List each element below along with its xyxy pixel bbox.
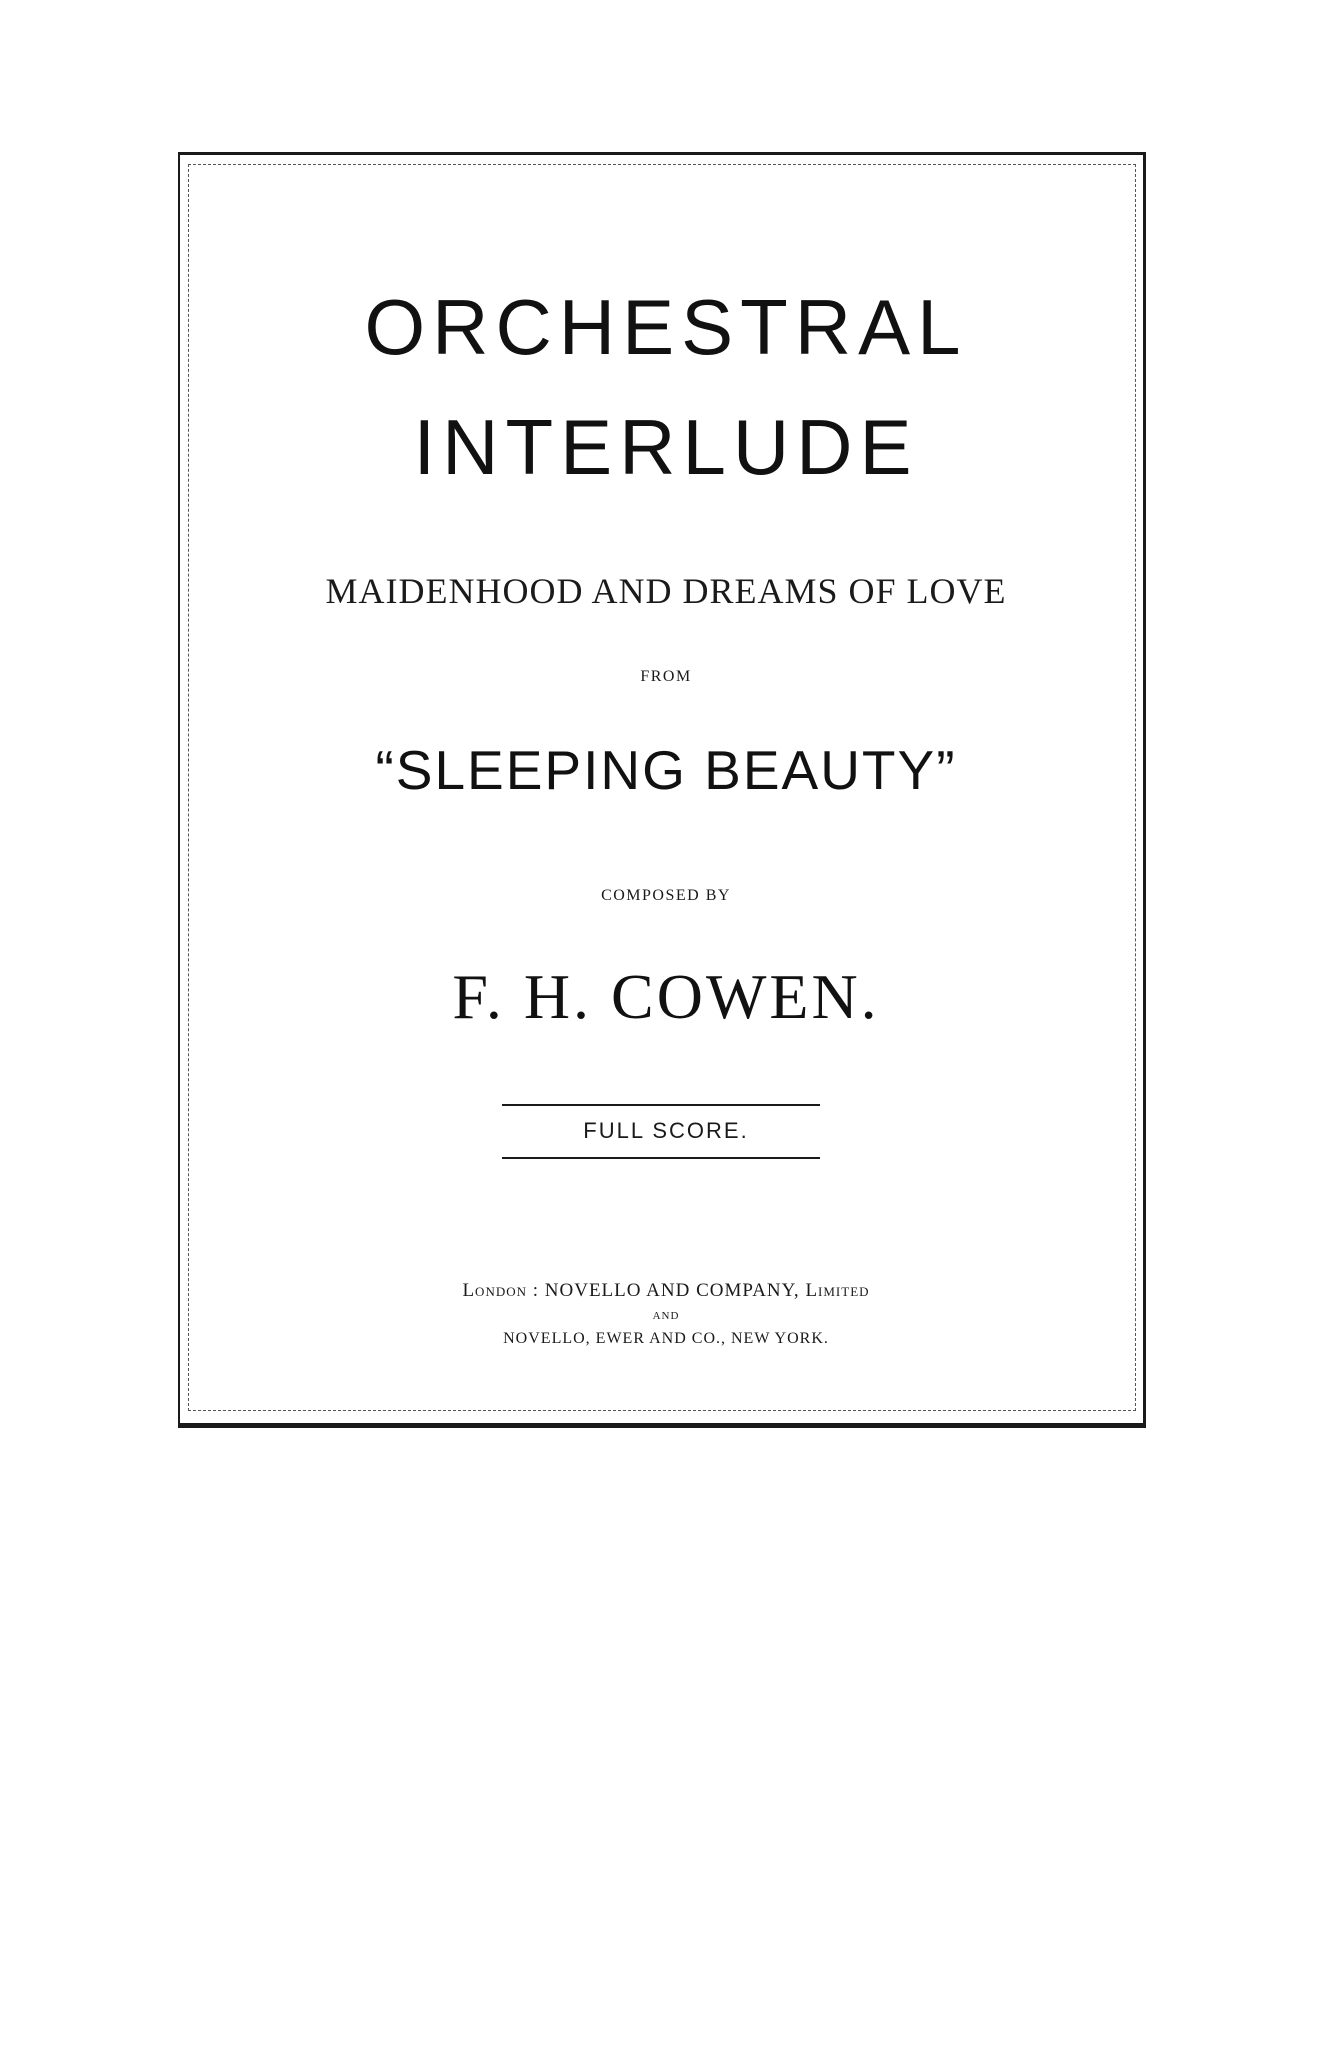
publisher-suffix: Limited [805,1280,870,1301]
title-line-2: INTERLUDE [413,403,919,491]
title-line-1: ORCHESTRAL [364,283,968,371]
edition-label: FULL SCORE. [583,1118,749,1143]
composed-by-label: COMPOSED BY [601,887,731,904]
rule-bottom [502,1157,820,1159]
from-label: FROM [640,668,692,685]
publisher-line [0,1280,1332,1302]
publisher-city: London : [462,1280,540,1301]
subtitle: MAIDENHOOD AND DREAMS OF LOVE [325,571,1007,611]
rule-top [502,1104,820,1106]
composer-name: F. H. COWEN. [452,961,880,1032]
work-title: “SLEEPING BEAUTY” [375,739,957,801]
publisher-name: NOVELLO AND COMPANY, [544,1280,800,1301]
and-label: AND [652,1310,680,1322]
publisher-second: NOVELLO, EWER AND CO., NEW YORK. [503,1330,829,1347]
